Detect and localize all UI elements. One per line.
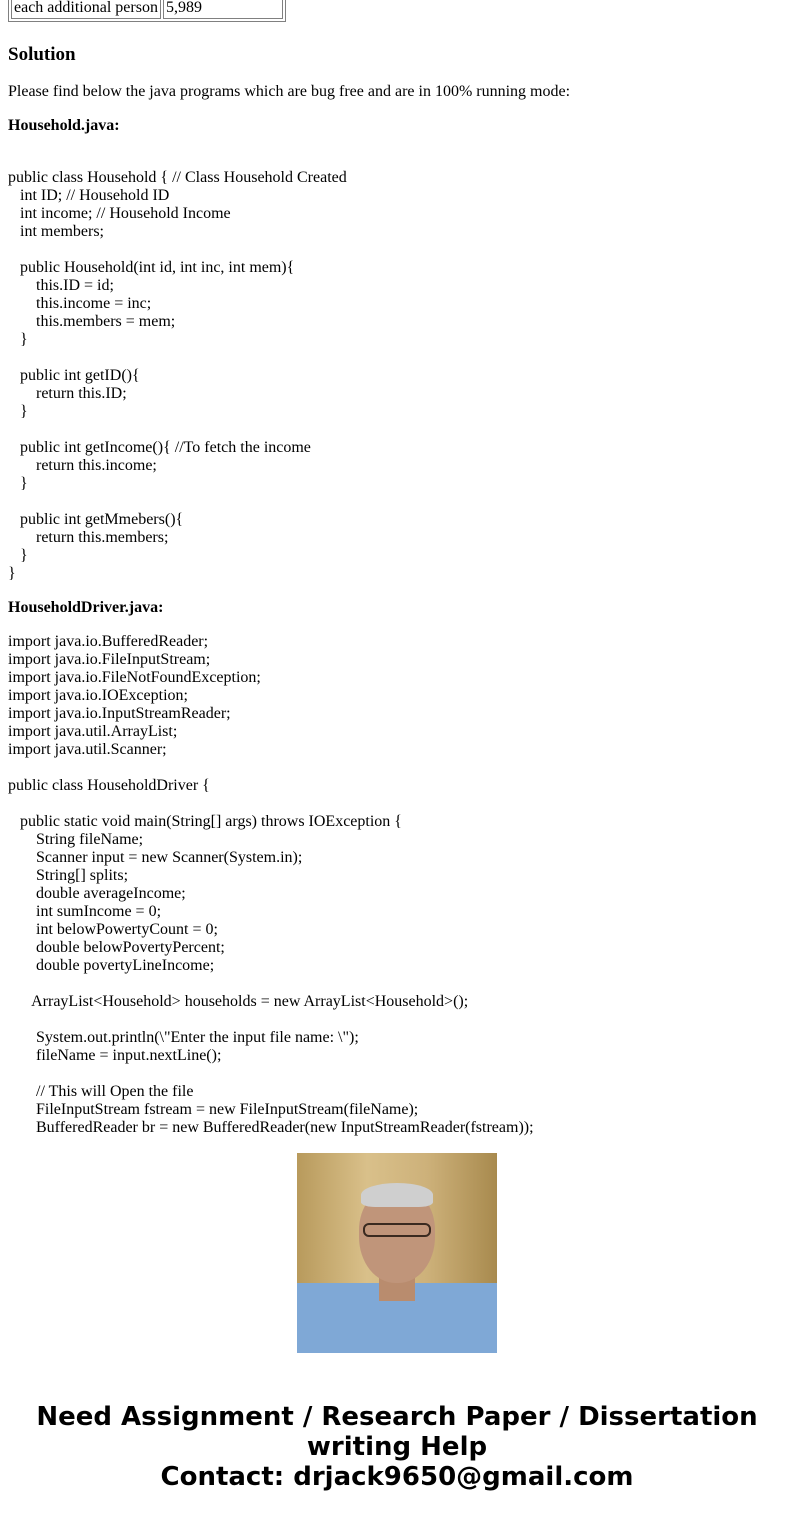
- code-line: }: [8, 565, 16, 582]
- table-cell-value: 5,989: [163, 0, 283, 19]
- code-line: ArrayList<Household> households = new ArrayList<Household>();: [8, 993, 469, 1010]
- poverty-table: [8, 0, 286, 22]
- code-line: public static void main(String[] args) throws IOException {: [8, 813, 402, 830]
- code-line: [8, 759, 534, 777]
- code-line: [8, 975, 534, 993]
- code-line: import java.util.ArrayList;: [8, 723, 178, 740]
- code-line: return this.members;: [8, 529, 169, 546]
- table-cell-label: each additional person: [11, 0, 161, 19]
- code-line: }: [8, 475, 28, 492]
- code-line: import java.io.FileNotFoundException;: [8, 669, 261, 686]
- code-line: int income; // Household Income: [8, 205, 231, 222]
- code-line: String[] splits;: [8, 867, 129, 884]
- code-line: int ID; // Household ID: [8, 187, 170, 204]
- contact-banner: [0, 1402, 794, 1492]
- code-line: FileInputStream fstream = new FileInputStream(fileName);: [8, 1101, 419, 1118]
- intro-paragraph: Please find below the java programs which are bug free and are in 100% running mode:: [8, 83, 571, 100]
- code-line: }: [8, 547, 28, 564]
- code-line: double povertyLineIncome;: [8, 957, 215, 974]
- code-line: [8, 421, 347, 439]
- table-row: [11, 0, 283, 19]
- code-line: double averageIncome;: [8, 885, 186, 902]
- code-line: import java.io.InputStreamReader;: [8, 705, 231, 722]
- code-line: public class HouseholdDriver {: [8, 777, 210, 794]
- solution-heading: Solution: [8, 44, 76, 65]
- code-block-household: [8, 169, 347, 583]
- code-line: BufferedReader br = new BufferedReader(new InputStreamReader(fstream));: [8, 1119, 534, 1136]
- code-line: [8, 1011, 534, 1029]
- code-line: [8, 795, 534, 813]
- code-line: double belowPovertyPercent;: [8, 939, 225, 956]
- code-line: Scanner input = new Scanner(System.in);: [8, 849, 303, 866]
- code-line: }: [8, 403, 28, 420]
- code-line: }: [8, 331, 28, 348]
- code-line: public class Household { // Class Household Created: [8, 169, 347, 186]
- code-line: fileName = input.nextLine();: [8, 1047, 222, 1064]
- code-clip: [0, 633, 794, 1136]
- banner-line-1: Need Assignment / Research Paper / Dissertation: [36, 1402, 758, 1432]
- code-line: public int getIncome(){ //To fetch the income: [8, 439, 311, 456]
- code-line: import java.util.Scanner;: [8, 741, 167, 758]
- code-line: [8, 1065, 534, 1083]
- code-line: System.out.println(\"Enter the input file name: \");: [8, 1029, 359, 1046]
- code-line: import java.io.BufferedReader;: [8, 633, 209, 650]
- code-line: import java.io.FileInputStream;: [8, 651, 211, 668]
- code-line: this.income = inc;: [8, 295, 152, 312]
- file-title-household: Household.java:: [8, 117, 120, 134]
- poverty-table-fragment: [8, 0, 286, 22]
- code-line: int sumIncome = 0;: [8, 903, 162, 920]
- code-block-household-driver: [8, 633, 534, 1137]
- code-line: this.ID = id;: [8, 277, 114, 294]
- banner-line-2: writing Help: [306, 1432, 488, 1462]
- code-line: int members;: [8, 223, 104, 240]
- code-line: import java.io.IOException;: [8, 687, 188, 704]
- banner-contact-line: Contact: drjack9650@gmail.com: [160, 1462, 634, 1492]
- code-line: public Household(int id, int inc, int mem){: [8, 259, 295, 276]
- code-line: [8, 349, 347, 367]
- author-avatar: [297, 1153, 497, 1353]
- code-line: [8, 493, 347, 511]
- code-line: public int getID(){: [8, 367, 140, 384]
- code-line: this.members = mem;: [8, 313, 176, 330]
- code-line: int belowPowertyCount = 0;: [8, 921, 218, 938]
- code-line: // This will Open the file: [8, 1083, 194, 1100]
- code-line: return this.income;: [8, 457, 157, 474]
- code-line: public int getMmebers(){: [8, 511, 184, 528]
- file-title-household-driver: HouseholdDriver.java:: [8, 599, 164, 616]
- code-line: [8, 241, 347, 259]
- code-line: String fileName;: [8, 831, 144, 848]
- code-line: return this.ID;: [8, 385, 127, 402]
